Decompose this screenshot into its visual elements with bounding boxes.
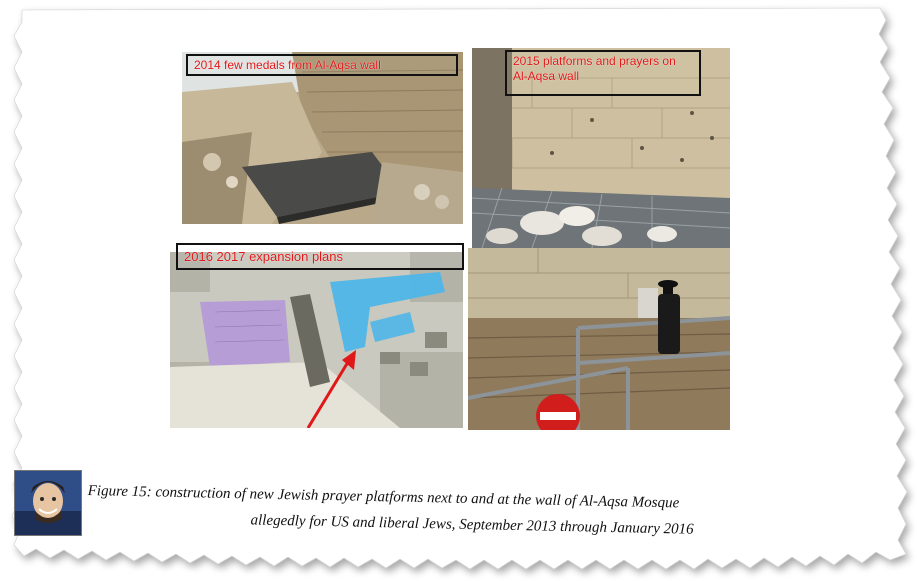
label-2015: 2015 platforms and prayers on Al-Aqsa wall <box>505 50 701 96</box>
photo-expansion-plans <box>170 252 463 428</box>
caption-line-2: allegedly for US and liberal Jews, September 2013 through January 2016 <box>250 512 694 538</box>
label-2014: 2014 few medals from Al-Aqsa wall <box>186 54 458 76</box>
label-2016-2017: 2016 2017 expansion plans <box>176 243 464 270</box>
photo-2014-wall <box>182 52 463 224</box>
caption-line-1: Figure 15: construction of new Jewish prayer platforms next to and at the wall of Al-Aqsa Mosque <box>87 482 680 512</box>
author-avatar <box>14 470 82 536</box>
photo-platform-prayer <box>468 248 730 430</box>
